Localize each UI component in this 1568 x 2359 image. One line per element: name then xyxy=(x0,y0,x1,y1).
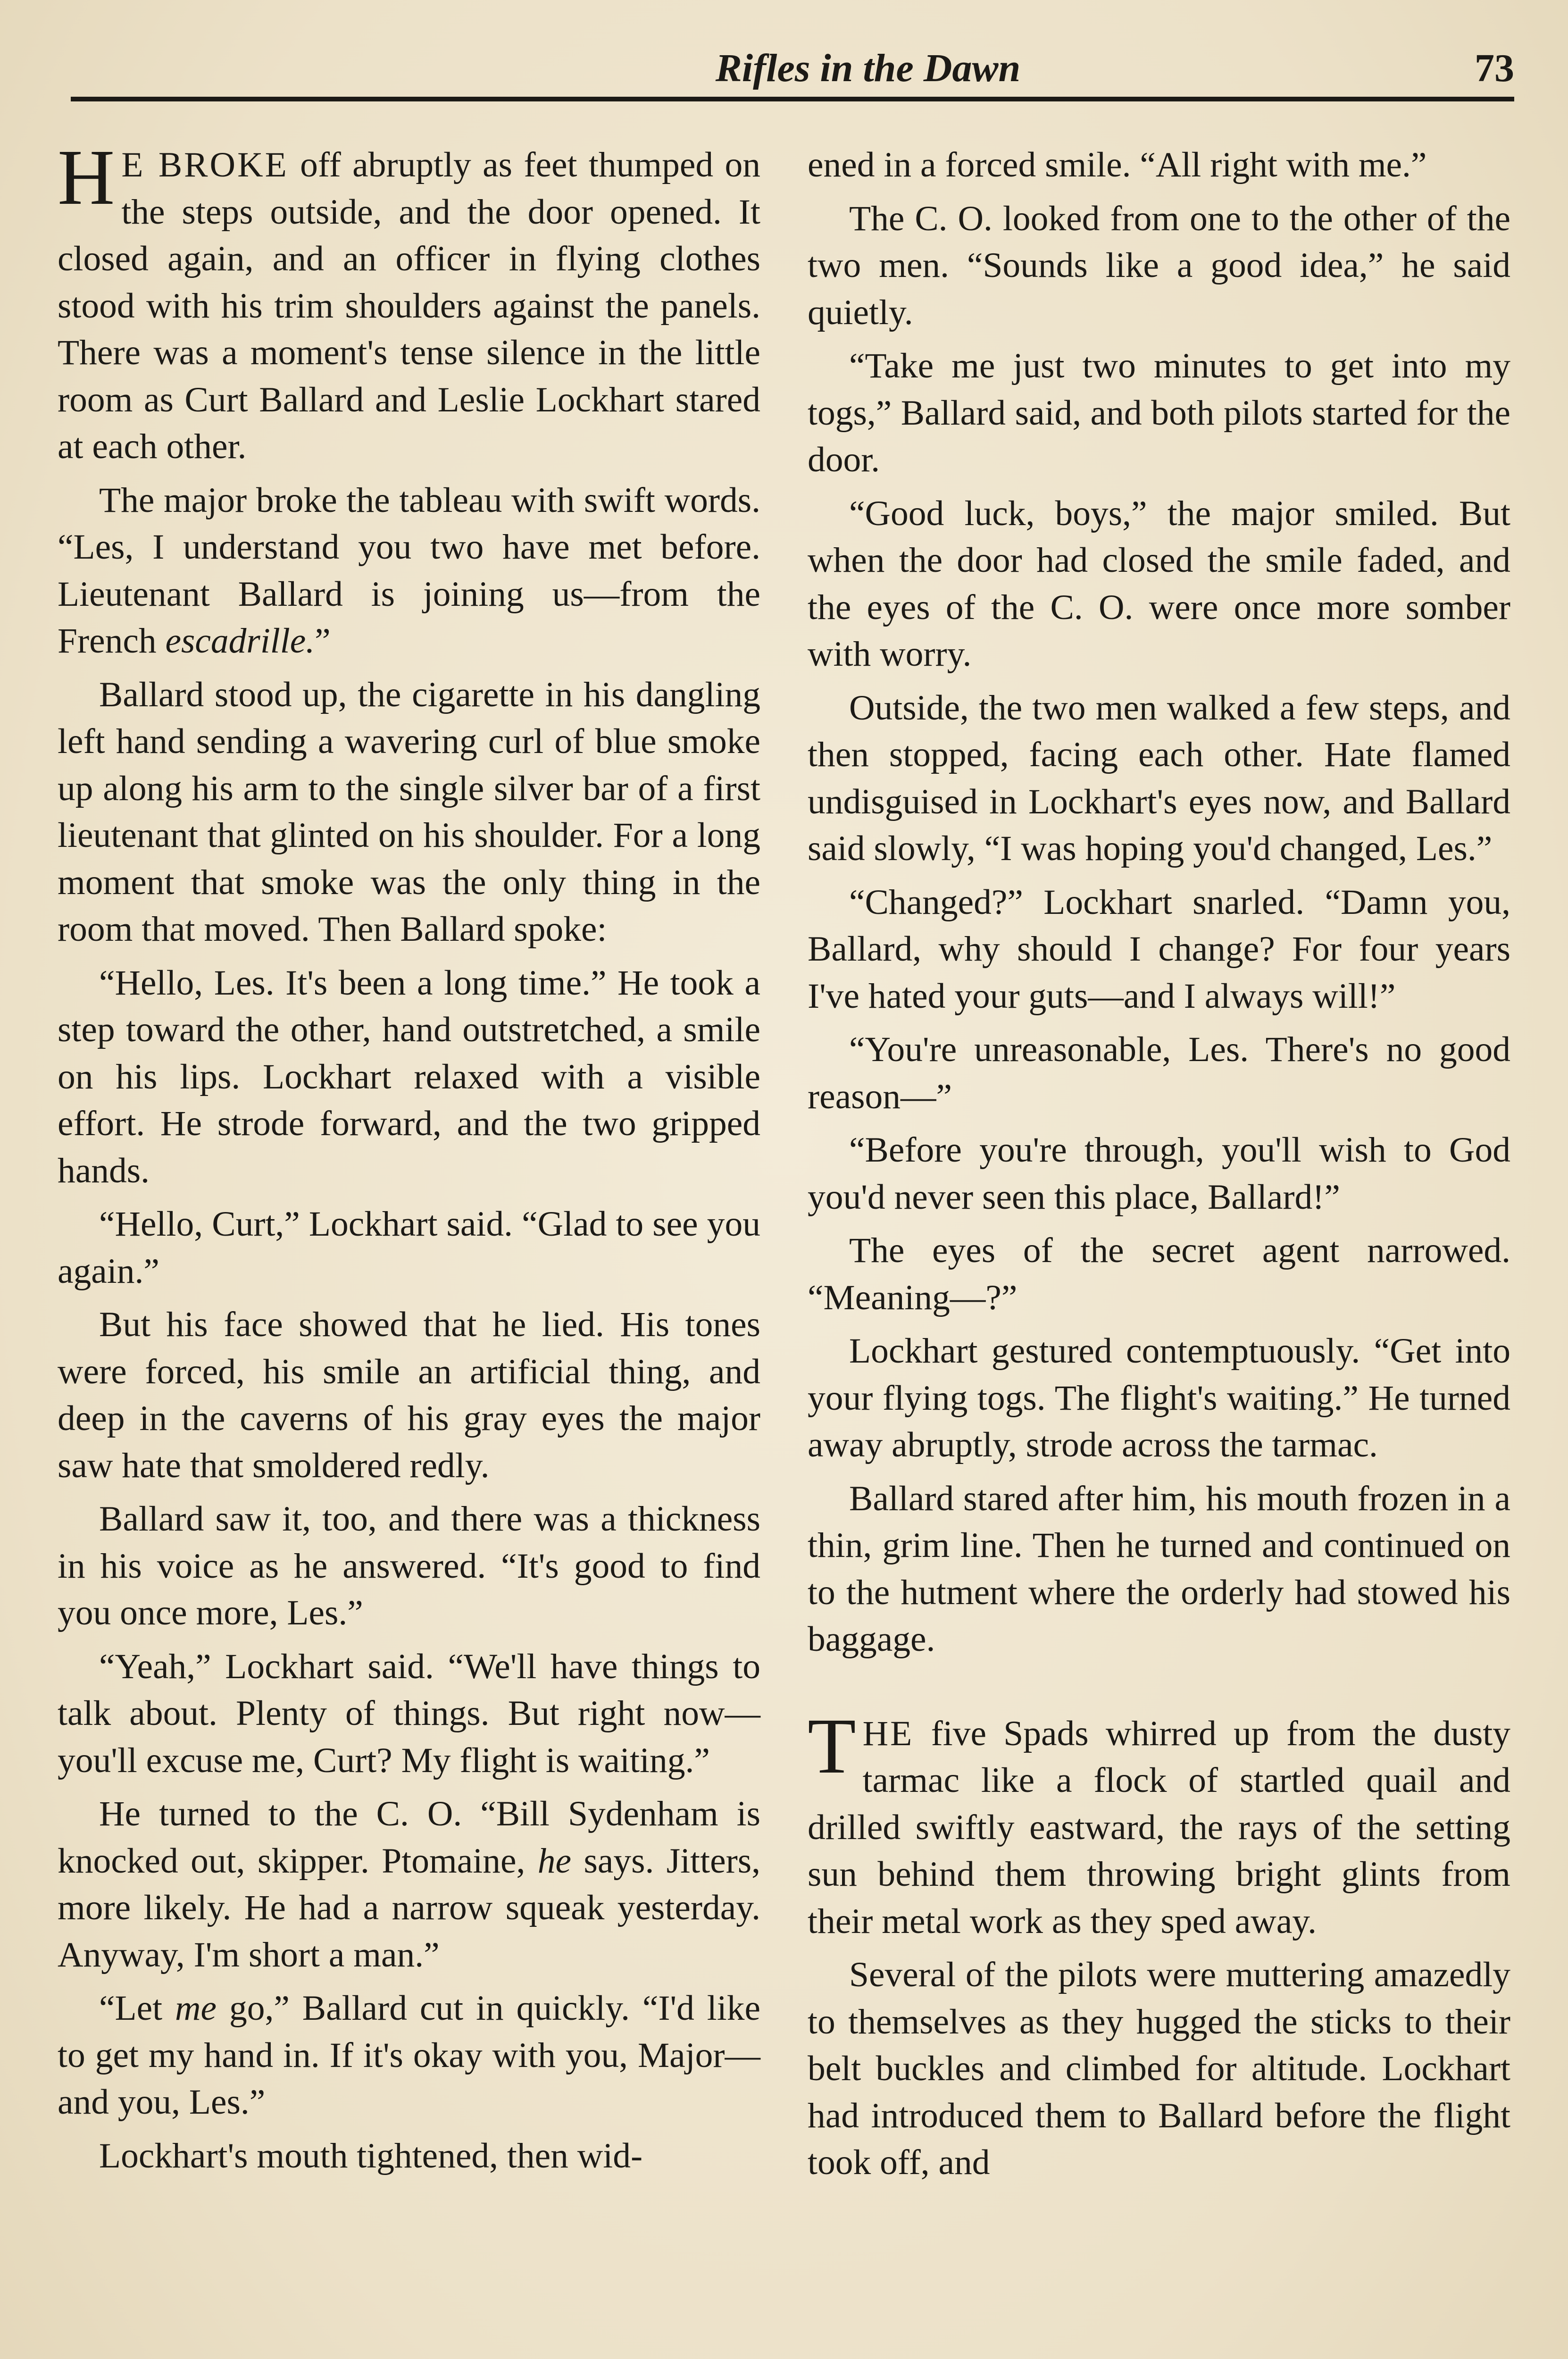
paragraph: “Good luck, boys,” the major smiled. But when the door had closed the smile faded, and the eyes of the C. O. were once more somber with worry. xyxy=(808,494,1510,674)
paragraph-text: The major broke the tableau with swift words. “Les, I understand you two have met before. Lieutenant Ballard is joining us—from the French xyxy=(58,480,760,661)
paragraph: “You're unreasonable, Les. There's no good reason—” xyxy=(808,1030,1510,1116)
paragraph xyxy=(58,477,760,665)
paragraph: “Yeah,” Lockhart said. “We'll have things to talk about. Plenty of things. But right now—you'll excuse me, Curt? My flight is waiting.” xyxy=(58,1647,760,1780)
paragraph: Lockhart's mouth tightened, then wid- xyxy=(99,2136,643,2175)
paragraph: The C. O. looked from one to the other of the two men. “Sounds like a good idea,” he said quietly. xyxy=(808,199,1510,332)
lead-in: HE xyxy=(862,1714,914,1753)
paragraph-text: “Let xyxy=(99,1989,175,2028)
lead-in: E BROKE xyxy=(121,145,289,184)
left-column xyxy=(58,134,761,2359)
paragraph xyxy=(58,1790,760,1978)
paragraph xyxy=(58,134,761,470)
paragraph: Ballard saw it, too, and there was a thickness in his voice as he answered. “It's good to find you once more, Les.” xyxy=(58,1499,760,1632)
paragraph: Lockhart gestured contemptuously. “Get into your flying togs. The flight's waiting.” He turned away abruptly, strode across the tarmac. xyxy=(808,1331,1510,1464)
paragraph xyxy=(58,1985,760,2126)
paragraph: “Take me just two minutes to get into my togs,” Ballard said, and both pilots started for the door. xyxy=(808,346,1510,479)
paragraph-text: five Spads whirred up from the dusty tarmac like a flock of startled quail and drilled swiftly eastward, the rays of the setting sun behind them throwing bright glints from their metal work as they sped away. xyxy=(808,1714,1510,1941)
paragraph-text: ” xyxy=(315,621,331,661)
italic-word: escadrille. xyxy=(165,621,315,661)
paragraph: “Before you're through, you'll wish to God you'd never seen this place, Ballard!” xyxy=(808,1130,1510,1217)
italic-word: me xyxy=(175,1989,217,2028)
paragraph: Ballard stood up, the cigarette in his dangling left hand sending a wavering curl of blue smoke up along his arm to the single silver bar of a first lieutenant that glinted on his shoulder. For a long moment that smoke was the only thing in the room that moved. Then Ballard spoke: xyxy=(58,675,760,949)
paragraph: “Hello, Les. It's been a long time.” He took a step toward the other, hand outstretched, a smile on his lips. Lockhart relaxed with a visible effort. He strode forward, and the two gripped hands. xyxy=(58,963,760,1190)
running-title: Rifles in the Dawn xyxy=(715,46,1021,90)
paragraph-text: go,” Ballard cut in quickly. “I'd like to get my hand in. If it's okay with you, Major—and you, Les.” xyxy=(58,1989,760,2122)
paragraph: ened in a forced smile. “All right with me.” xyxy=(808,145,1427,184)
paragraph xyxy=(808,1702,1510,1945)
paragraph: Ballard stared after him, his mouth frozen in a thin, grim line. Then he turned and continued on to the hutment where the orderly had stowed his baggage. xyxy=(808,1479,1510,1659)
paragraph: But his face showed that he lied. His tones were forced, his smile an artificial thing, and deep in the caverns of his gray eyes the major saw hate that smoldered redly. xyxy=(58,1305,760,1485)
page-header xyxy=(71,45,1514,101)
paragraph-text: off abruptly as feet thumped on the steps outside, and the door opened. It closed again, and an officer in flying clothes stood with his trim shoulders against the panels. There was a moment's tense silence in the little room as Curt Ballard and Leslie Lockhart stared at each other. xyxy=(58,145,761,466)
paragraph-text: says. Jitters, more likely. He had a narrow squeak yesterday. Anyway, I'm short a man.” xyxy=(58,1841,760,1974)
paragraph: “Hello, Curt,” Lockhart said. “Glad to see you again.” xyxy=(58,1205,760,1291)
paragraph-text: He turned to the C. O. “Bill Sydenham is knocked out, skipper. Ptomaine, xyxy=(58,1794,760,1881)
drop-cap: T xyxy=(808,1702,856,1790)
drop-cap: H xyxy=(58,134,115,221)
paragraph: Outside, the two men walked a few steps, and then stopped, facing each other. Hate flamed undisguised in Lockhart's eyes now, and Ballard said slowly, “I was hoping you'd changed, Les.” xyxy=(808,688,1510,868)
page-number: 73 xyxy=(1475,46,1514,90)
paragraph: “Changed?” Lockhart snarled. “Damn you, Ballard, why should I change? For four years I've hated your guts—and I always will!” xyxy=(808,882,1510,1016)
paragraph: Several of the pilots were muttering amazedly to themselves as they hugged the sticks to their belt buckles and climbed for altitude. Lockhart had introduced them to Ballard before the flight took off, and xyxy=(808,1955,1510,2182)
right-column xyxy=(808,142,1510,2359)
paragraph: The eyes of the secret agent narrowed. “Meaning—?” xyxy=(808,1231,1510,1317)
italic-word: he xyxy=(537,1841,572,1881)
